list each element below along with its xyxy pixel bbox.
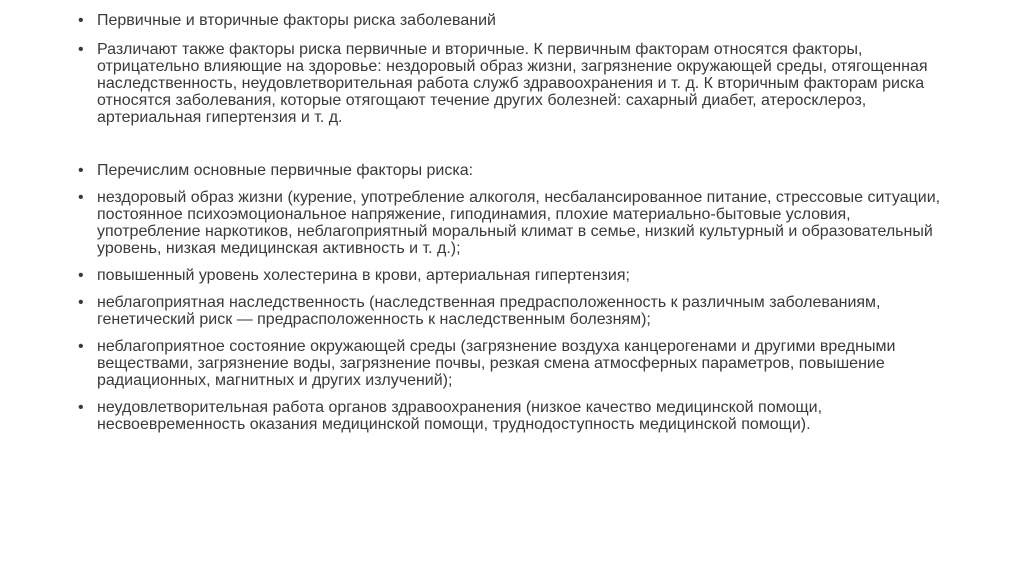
bullet-heading-risk-factors: • Первичные и вторичные факторы риска заболеваний <box>74 12 954 29</box>
bullet-list <box>74 12 954 433</box>
bullet-healthcare: • неудовлетворительная работа органов здравоохранения (низкое качество медицинской помощи, несвоевременность оказания медицинской помощи, труднодоступность медицинской помощи). <box>74 399 954 433</box>
bullet-primary-intro: • Перечислим основные первичные факторы риска: <box>74 162 954 179</box>
bullet-definition: • Различают также факторы риска первичные и вторичные. К первичным факторам относятся факторы, отрицательно влияющие на здоровье: нездоровый образ жизни, загрязнение окружающей среды, отягощенная наследственность, неудовлетворительная работа служб здравоохранения и т. д. К вторичным факторам риска относятся заболевания, которые отягощают течение других болезней: сахарный диабет, атеросклероз, артериальная гипертензия и т. д. <box>74 41 954 126</box>
bullet-lifestyle: • нездоровый образ жизни (курение, употребление алкоголя, несбалансированное питание, стрессовые ситуации, постоянное психоэмоциональное напряжение, гиподинамия, плохие материально-бытовые условия, употребление наркотиков, неблагоприятный моральный климат в семье, низкий культурный и образовательный уровень, низкая медицинская активность и т. д.); <box>74 189 954 257</box>
bullet-environment: • неблагоприятное состояние окружающей среды (загрязнение воздуха канцерогенами и другими вредными веществами, загрязнение воды, загрязнение почвы, резкая смена атмосферных параметров, повышение радиационных, магнитных и других излучений); <box>74 338 954 389</box>
bullet-cholesterol: • повышенный уровень холестерина в крови, артериальная гипертензия; <box>74 267 954 284</box>
bullet-heredity: • неблагоприятная наследственность (наследственная предрасположенность к различным заболеваниям, генетический риск — предрасположенность к наследственным болезням); <box>74 294 954 328</box>
